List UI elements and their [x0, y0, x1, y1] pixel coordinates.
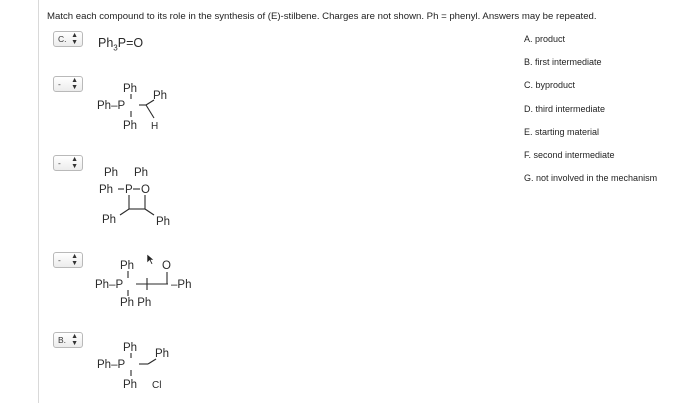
ph-label: Ph — [123, 83, 138, 95]
ph-p-label: Ph–P — [97, 100, 126, 112]
option-d: D. third intermediate — [524, 103, 606, 114]
updown-chevron-icon: ▲ ▼ — [71, 156, 78, 170]
ph-label: Ph — [104, 167, 119, 179]
ph-p-label: Ph–P — [95, 279, 124, 291]
option-e: E. starting material — [524, 126, 600, 137]
answer-select-2[interactable] — [53, 76, 83, 92]
select-value: B. — [58, 335, 67, 345]
option-g: G. not involved in the mechanism — [524, 173, 658, 184]
updown-chevron-icon: ▲ ▼ — [71, 32, 78, 46]
ph-label: Ph — [153, 90, 168, 102]
select-value: - — [58, 255, 61, 265]
ph-label: Ph — [120, 260, 135, 272]
answer-options-list — [524, 33, 657, 195]
question-instruction: Match each compound to its role in the synthesis of (E)-stilbene. Charges are not shown. Ph = phenyl. Answers may be repeated. — [47, 11, 597, 22]
updown-chevron-icon: ▲ ▼ — [71, 333, 78, 347]
select-value: C. — [58, 34, 67, 44]
compound-triphenylphosphine-oxide: $Ph_3P=O$ — [98, 36, 144, 53]
cl-label: Cl — [152, 380, 162, 391]
o-label: O — [141, 184, 150, 196]
compound-oxaphosphetane — [94, 163, 189, 231]
select-value: - — [58, 79, 61, 89]
updown-chevron-icon: ▲ ▼ — [71, 253, 78, 267]
ph-label: –Ph — [171, 279, 192, 291]
answer-select-5[interactable] — [53, 332, 83, 348]
o-label: O — [162, 260, 171, 272]
ph-label: Ph — [123, 379, 138, 391]
mouse-pointer-icon — [147, 252, 155, 270]
h-label: H — [151, 121, 159, 132]
compound-ylide — [94, 80, 184, 138]
select-value: - — [58, 158, 61, 168]
updown-chevron-icon: ▲ ▼ — [71, 77, 78, 91]
answer-select-3[interactable] — [53, 155, 83, 171]
ph-label: Ph — [123, 120, 138, 132]
ph-label: Ph — [155, 348, 170, 360]
option-c: C. byproduct — [524, 80, 576, 91]
compound-phosphonium-chloride — [94, 338, 184, 396]
ph-label: Ph — [99, 184, 114, 196]
option-b: B. first intermediate — [524, 57, 602, 68]
answer-select-1[interactable] — [53, 31, 83, 47]
option-a: A. product — [524, 34, 566, 44]
ph-ph-label: Ph Ph — [120, 297, 152, 309]
ph-label: Ph — [134, 167, 149, 179]
ph-p-label: Ph–P — [97, 359, 126, 371]
ph-label: Ph — [156, 216, 171, 228]
ph-label: Ph — [123, 342, 138, 354]
ph-label: Ph — [102, 214, 117, 226]
answer-select-4[interactable] — [53, 252, 83, 268]
option-f: F. second intermediate — [524, 149, 615, 160]
p-label: P — [125, 184, 133, 196]
